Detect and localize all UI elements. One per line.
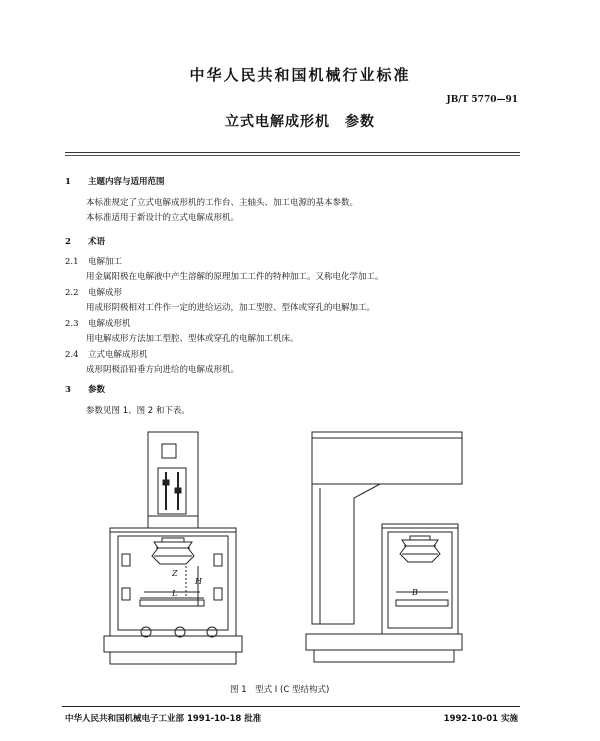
- dimension-label-b: B: [412, 588, 418, 597]
- footer-effective-date: 1992-10-01 实施: [443, 714, 518, 724]
- section-1-number: 1: [65, 177, 71, 187]
- clause-2-3-number: 2.3: [65, 319, 79, 329]
- section-3-title: 参数: [88, 385, 106, 395]
- dimension-label-l: L: [172, 589, 178, 598]
- clause-2-4-definition: 成形阴极沿铅垂方向进给的电解成形机。: [86, 365, 240, 375]
- section-2-title: 术语: [88, 237, 106, 247]
- org-header: 中华人民共和国机械行业标准: [189, 66, 411, 84]
- clause-2-3-definition: 用电解成形方法加工型腔、型体或穿孔的电解加工机床。: [86, 334, 299, 344]
- clause-2-3-term: 电解成形机: [88, 319, 131, 329]
- section-1-title: 主题内容与适用范围: [88, 177, 165, 187]
- clause-2-4-number: 2.4: [65, 350, 79, 360]
- top-rule-thin: [65, 155, 520, 156]
- clause-2-1-number: 2.1: [65, 257, 79, 267]
- section-3-number: 3: [65, 385, 71, 395]
- section-3-para: 参数见图 1、图 2 和下表。: [86, 406, 190, 416]
- section-1-para-1: 本标准规定了立式电解成形机的工作台、主轴头、加工电源的基本参数。: [86, 198, 359, 208]
- figure-caption: 图 1 型式 I (C 型结构式): [230, 685, 330, 695]
- clause-2-4-term: 立式电解成形机: [88, 350, 148, 360]
- standard-number: JB/T 5770—91: [446, 95, 518, 105]
- section-1-para-2: 本标准适用于新设计的立式电解成形机。: [86, 213, 240, 223]
- clause-2-2-definition: 用成形阴极相对工件作一定的进给运动，加工型腔、型体或穿孔的电解加工。: [86, 303, 376, 313]
- machine-front-view-drawing: [100, 428, 250, 668]
- document-title: 立式电解成形机 参数: [225, 114, 375, 130]
- footer-rule: [62, 706, 520, 707]
- clause-2-2-term: 电解成形: [88, 288, 123, 298]
- top-rule: [65, 152, 520, 153]
- dimension-label-z: Z: [172, 569, 178, 578]
- section-2-number: 2: [65, 237, 71, 247]
- machine-side-view-drawing: [300, 428, 470, 668]
- clause-2-1-term: 电解加工: [88, 257, 123, 267]
- clause-2-1-definition: 用金属阳极在电解液中产生溶解的原理加工工件的特种加工。又称电化学加工。: [86, 272, 384, 282]
- dimension-label-h: H: [195, 577, 202, 586]
- clause-2-2-number: 2.2: [65, 288, 79, 298]
- footer-issuer: 中华人民共和国机械电子工业部 1991-10-18 批准: [65, 714, 262, 724]
